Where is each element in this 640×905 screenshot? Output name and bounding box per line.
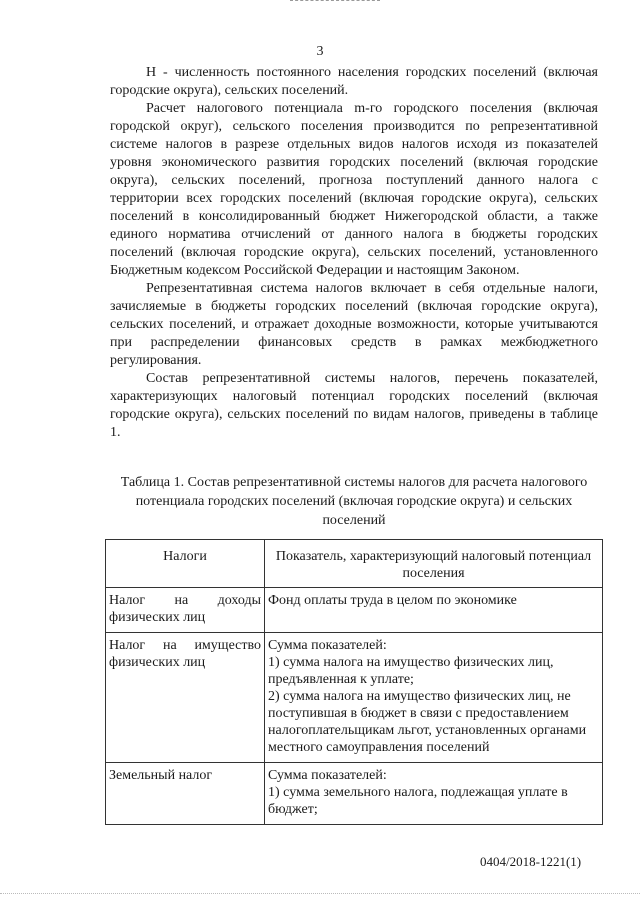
page-number: 3	[316, 44, 324, 59]
paragraph: Состав репрезентативной системы налогов, перечень показателей, характеризующих налоговый потенциал городских поселений (включая городские округа), сельских поселений по видам налогов, приведены в таблице 1.	[110, 371, 598, 440]
table-row	[106, 633, 603, 763]
indicator-cell	[265, 633, 603, 763]
indicator-line: 1) сумма земельного налога, подлежащая уплате в бюджет;	[268, 785, 568, 817]
paragraph: Расчет налогового потенциала m-го городского поселения (включая городской округ), сельского поселения производится по репрезентативной системе налогов в разрезе отдельных видов налогов исходя из показателей уровня экономического развития городских поселений (включая городские округа), сельских поселений, прогноза поступлений данного налога с территории всех городских поселений (включая городские округа), сельских поселений в консолидированный бюджет Нижегородской области, а также единого норматива отчислений от данного налога в бюджеты городских поселений (включая городские округа), сельских поселений, установленного Бюджетным кодексом Российской Федерации и настоящим Законом.	[110, 101, 598, 278]
paragraph: Н - численность постоянного населения городских поселений (включая городские округа), сельских поселений.	[110, 65, 598, 98]
table-row	[106, 763, 603, 825]
scan-artifact-bottom	[0, 893, 640, 898]
indicator-line: Фонд оплаты труда в целом по экономике	[268, 593, 517, 608]
body-text	[110, 64, 598, 442]
indicator-line: 2) сумма налога на имущество физических лиц, не поступившая в бюджет в связи с предоставлением налогоплательщикам льгот, установленных органами местного самоуправления поселений	[268, 689, 587, 755]
paragraph: Репрезентативная система налогов включает в себя отдельные налоги, зачисляемые в бюджеты городских поселений (включая городские округа), сельских поселений, и отражает доходные возможности, которые учитываются при распределении финансовых средств в рамках межбюджетного регулирования.	[110, 281, 598, 368]
document-code: 0404/2018-1221(1)	[480, 854, 582, 869]
tax-name: Налог на доходы физических лиц	[106, 588, 265, 633]
tax-name: Земельный налог	[106, 763, 265, 825]
header-taxes: Налоги	[106, 540, 265, 588]
indicator-line: Сумма показателей:	[268, 768, 387, 783]
indicator-line: Сумма показателей:	[268, 638, 387, 653]
header-indicator: Показатель, характеризующий налоговый потенциал поселения	[265, 540, 603, 588]
table-header-row	[106, 540, 603, 588]
table-caption: Таблица 1. Состав репрезентативной системы налогов для расчета налогового потенциала городских поселений (включая городские округа) и сельских поселений	[120, 475, 588, 528]
indicator-cell	[265, 763, 603, 825]
tax-name: Налог на имущество физических лиц	[106, 633, 265, 763]
tax-table	[105, 539, 603, 825]
indicator-cell	[265, 588, 603, 633]
table-row	[106, 588, 603, 633]
scan-artifact-top	[290, 0, 380, 3]
indicator-line: 1) сумма налога на имущество физических лиц, предъявленная к уплате;	[268, 655, 554, 687]
